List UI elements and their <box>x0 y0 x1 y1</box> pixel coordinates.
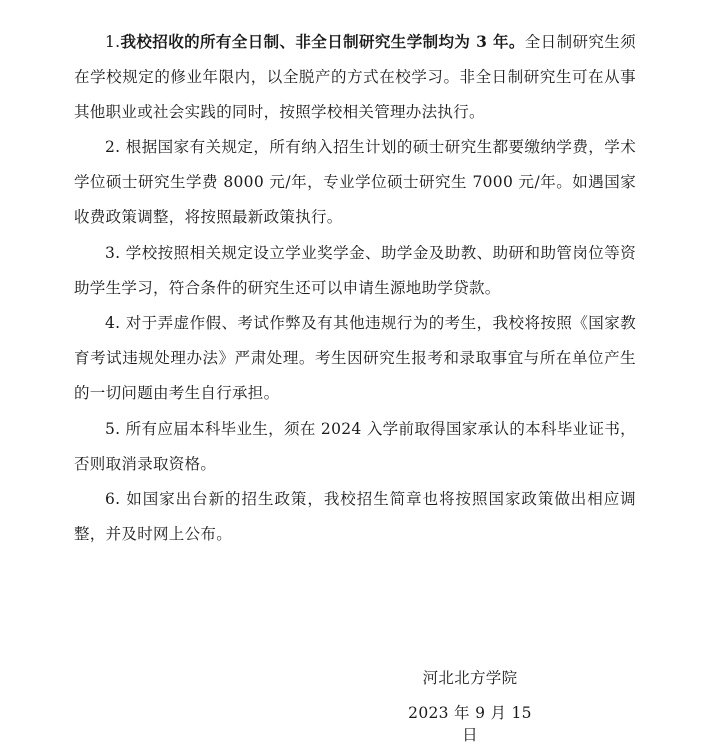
paragraph-1-number: 1. <box>105 33 121 51</box>
paragraph-3-text: 学校按照相关规定设立学业奖学金、助学金及助教、助研和助管岗位等资助学生学习，符合条件的研究生还可以申请生源地助学贷款。 <box>74 244 636 297</box>
paragraph-4-number: 4. <box>105 314 121 332</box>
paragraph-6 <box>74 482 636 552</box>
paragraph-5-text: 所有应届本科毕业生，须在 2024 入学前取得国家承认的本科毕业证书，否则取消录取资格。 <box>74 420 636 473</box>
paragraph-1-text: 全日制研究生须在学校规定的修业年限内，以全脱产的方式在校学习。非全日制研究生可在从事其他职业或社会实践的同时，按照学校相关管理办法执行。 <box>74 33 636 121</box>
paragraph-2-text: 根据国家有关规定，所有纳入招生计划的硕士研究生都要缴纳学费，学术学位硕士研究生学费 8000 元/年，专业学位硕士研究生 7000 元/年。如遇国家收费政策调整，将按照最新政策执行。 <box>74 138 636 226</box>
paragraph-1-bold-text: 我校招收的所有全日制、非全日制研究生学制均为 3 年。 <box>120 32 525 51</box>
paragraph-5 <box>74 412 636 482</box>
paragraph-4 <box>74 306 636 411</box>
paragraph-6-text: 如国家出台新的招生政策，我校招生简章也将按照国家政策做出相应调整，并及时网上公布。 <box>74 490 636 543</box>
signature-organization: 河北北方学院 <box>422 669 518 687</box>
paragraph-3 <box>74 236 636 306</box>
paragraph-5-number: 5. <box>105 420 121 438</box>
paragraph-1 <box>74 24 636 130</box>
paragraph-2 <box>74 130 636 235</box>
paragraph-2-number: 2. <box>105 138 121 156</box>
paragraph-4-text: 对于弄虚作假、考试作弊及有其他违规行为的考生，我校将按照《国家教育考试违规处理办法》严肃处理。考生因研究生报考和录取事宜与所在单位产生的一切问题由考生自行承担。 <box>74 314 636 402</box>
paragraph-6-number: 6. <box>105 490 121 508</box>
signature-date: 2023 年 9 月 15 日 <box>408 704 532 744</box>
paragraph-3-number: 3. <box>105 244 121 262</box>
